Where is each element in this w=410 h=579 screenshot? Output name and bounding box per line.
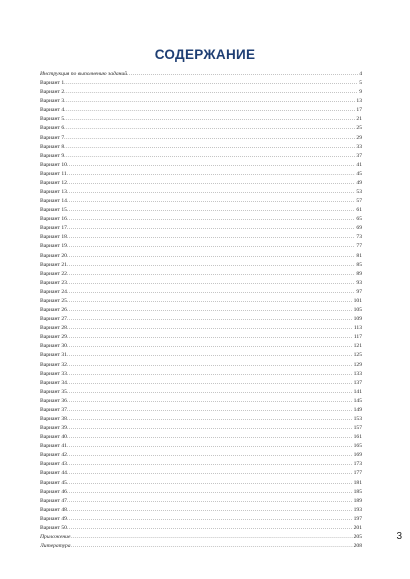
toc-entry[interactable] bbox=[40, 479, 362, 488]
toc-dot-leader bbox=[67, 415, 353, 424]
toc-entry-page: 133 bbox=[353, 370, 362, 377]
toc-dot-leader bbox=[67, 206, 355, 215]
toc-entry-page: 137 bbox=[353, 379, 362, 386]
toc-entry-label: Вариант 48 bbox=[40, 506, 67, 513]
toc-dot-leader bbox=[67, 388, 353, 397]
toc-entry-page: 145 bbox=[353, 397, 362, 404]
toc-entry-page: 177 bbox=[353, 470, 362, 477]
toc-entry[interactable] bbox=[40, 488, 362, 497]
toc-entry[interactable] bbox=[40, 152, 362, 161]
toc-entry-label: Вариант 26 bbox=[40, 307, 67, 314]
toc-dot-leader bbox=[67, 479, 353, 488]
toc-dot-leader bbox=[67, 406, 353, 415]
toc-dot-leader bbox=[70, 533, 352, 542]
toc-entry[interactable] bbox=[40, 315, 362, 324]
toc-entry-label: Вариант 45 bbox=[40, 479, 67, 486]
toc-entry-page: 13 bbox=[356, 98, 362, 105]
toc-dot-leader bbox=[67, 161, 355, 170]
toc-entry-label: Вариант 12 bbox=[40, 179, 67, 186]
toc-dot-leader bbox=[67, 460, 353, 469]
toc-entry[interactable] bbox=[40, 497, 362, 506]
toc-dot-leader bbox=[64, 124, 355, 133]
toc-entry-label: Вариант 3 bbox=[40, 98, 65, 105]
toc-entry[interactable] bbox=[40, 433, 362, 442]
toc-entry-label: Вариант 29 bbox=[40, 334, 67, 341]
toc-entry-page: 93 bbox=[356, 279, 362, 286]
toc-entry-page: 45 bbox=[356, 170, 362, 177]
toc-entry[interactable] bbox=[40, 279, 362, 288]
toc-dot-leader bbox=[67, 306, 353, 315]
toc-entry-page: 208 bbox=[353, 543, 362, 550]
toc-entry[interactable] bbox=[40, 533, 362, 542]
toc-entry-label: Вариант 15 bbox=[40, 207, 67, 214]
toc-entry-page: 173 bbox=[353, 461, 362, 468]
toc-entry-label: Вариант 42 bbox=[40, 452, 67, 459]
toc-entry-page: 113 bbox=[353, 325, 362, 332]
toc-entry[interactable] bbox=[40, 397, 362, 406]
toc-entry-page: 53 bbox=[356, 189, 362, 196]
toc-entry-page: 205 bbox=[353, 533, 362, 540]
toc-entry-label: Вариант 50 bbox=[40, 524, 67, 531]
toc-entry[interactable] bbox=[40, 361, 362, 370]
toc-entry-label: Вариант 47 bbox=[40, 497, 67, 504]
toc-dot-leader bbox=[67, 469, 353, 478]
toc-entry-label: Вариант 36 bbox=[40, 397, 67, 404]
toc-dot-leader bbox=[67, 179, 355, 188]
toc-entry-label: Вариант 11 bbox=[40, 170, 67, 177]
toc-dot-leader bbox=[67, 270, 355, 279]
toc-entry-label: Вариант 17 bbox=[40, 225, 67, 232]
toc-entry-label: Вариант 4 bbox=[40, 107, 65, 114]
toc-dot-leader bbox=[67, 497, 353, 506]
toc-entry[interactable] bbox=[40, 261, 362, 270]
toc-entry-label: Вариант 2 bbox=[40, 89, 65, 96]
toc-entry[interactable] bbox=[40, 351, 362, 360]
toc-entry-label: Вариант 20 bbox=[40, 252, 67, 259]
toc-entry-page: 9 bbox=[359, 89, 362, 96]
toc-dot-leader bbox=[67, 333, 353, 342]
toc-dot-leader bbox=[67, 224, 355, 233]
toc-entry-page: 65 bbox=[356, 216, 362, 223]
toc-dot-leader bbox=[67, 351, 353, 360]
toc-entry-page: 89 bbox=[356, 270, 362, 277]
toc-dot-leader bbox=[67, 233, 355, 242]
toc-entry-label: Вариант 25 bbox=[40, 297, 67, 304]
toc-entry-page: 101 bbox=[353, 297, 362, 304]
toc-entry-page: 61 bbox=[356, 207, 362, 214]
toc-entry-label: Вариант 28 bbox=[40, 325, 67, 332]
toc-dot-leader bbox=[67, 197, 355, 206]
toc-entry-page: 73 bbox=[356, 234, 362, 241]
toc-entry[interactable] bbox=[40, 324, 362, 333]
toc-entry-page: 153 bbox=[353, 415, 362, 422]
toc-dot-leader bbox=[67, 379, 353, 388]
toc-entry[interactable] bbox=[40, 388, 362, 397]
toc-dot-leader bbox=[67, 433, 353, 442]
toc-entry-page: 125 bbox=[353, 352, 362, 359]
table-of-contents bbox=[40, 70, 362, 551]
toc-entry[interactable] bbox=[40, 297, 362, 306]
toc-entry-label: Вариант 34 bbox=[40, 379, 67, 386]
toc-entry-label: Вариант 44 bbox=[40, 470, 67, 477]
toc-entry-page: 141 bbox=[353, 388, 362, 395]
toc-entry[interactable] bbox=[40, 106, 362, 115]
toc-entry-page: 149 bbox=[353, 406, 362, 413]
toc-entry-page: 33 bbox=[356, 143, 362, 150]
toc-dot-leader bbox=[67, 324, 353, 333]
toc-entry-label: Вариант 14 bbox=[40, 198, 67, 205]
toc-dot-leader bbox=[67, 188, 355, 197]
toc-entry[interactable] bbox=[40, 451, 362, 460]
toc-dot-leader bbox=[67, 515, 353, 524]
toc-entry-label: Вариант 39 bbox=[40, 425, 67, 432]
toc-entry-label: Вариант 22 bbox=[40, 270, 67, 277]
toc-entry-page: 21 bbox=[356, 116, 362, 123]
toc-dot-leader bbox=[67, 279, 355, 288]
toc-entry-label: Вариант 16 bbox=[40, 216, 67, 223]
toc-entry-label: Вариант 49 bbox=[40, 515, 67, 522]
toc-entry[interactable] bbox=[40, 406, 362, 415]
toc-entry-page: 37 bbox=[356, 152, 362, 159]
toc-entry-label: Вариант 23 bbox=[40, 279, 67, 286]
toc-entry[interactable] bbox=[40, 288, 362, 297]
toc-entry-page: 17 bbox=[356, 107, 362, 114]
toc-entry[interactable] bbox=[40, 333, 362, 342]
toc-entry-page: 169 bbox=[353, 452, 362, 459]
toc-dot-leader bbox=[67, 442, 353, 451]
toc-dot-leader bbox=[67, 288, 355, 297]
toc-entry[interactable] bbox=[40, 515, 362, 524]
toc-entry[interactable] bbox=[40, 143, 362, 152]
toc-entry-label: Вариант 8 bbox=[40, 143, 65, 150]
toc-entry-page: 161 bbox=[353, 434, 362, 441]
toc-dot-leader bbox=[67, 297, 353, 306]
toc-dot-leader bbox=[67, 252, 355, 261]
toc-entry-label: Вариант 35 bbox=[40, 388, 67, 395]
toc-entry-page: 121 bbox=[353, 343, 362, 350]
toc-entry-page: 41 bbox=[356, 161, 362, 168]
toc-entry[interactable] bbox=[40, 442, 362, 451]
toc-entry-label: Вариант 1 bbox=[40, 80, 65, 87]
toc-entry[interactable] bbox=[40, 342, 362, 351]
toc-entry-page: 189 bbox=[353, 497, 362, 504]
toc-entry-label: Вариант 19 bbox=[40, 243, 67, 250]
toc-dot-leader bbox=[64, 97, 355, 106]
toc-entry-page: 77 bbox=[356, 243, 362, 250]
toc-entry-page: 57 bbox=[356, 198, 362, 205]
toc-entry[interactable] bbox=[40, 206, 362, 215]
toc-entry[interactable] bbox=[40, 370, 362, 379]
toc-entry-label: Литература bbox=[40, 543, 71, 550]
toc-dot-leader bbox=[127, 70, 358, 79]
toc-entry-page: 201 bbox=[353, 524, 362, 531]
toc-entry-label: Вариант 5 bbox=[40, 116, 65, 123]
toc-entry[interactable] bbox=[40, 542, 362, 551]
toc-entry-label: Приложение bbox=[40, 533, 71, 540]
toc-entry-label: Вариант 10 bbox=[40, 161, 67, 168]
toc-entry-label: Вариант 18 bbox=[40, 234, 67, 241]
toc-entry[interactable] bbox=[40, 215, 362, 224]
toc-entry-page: 129 bbox=[353, 361, 362, 368]
toc-entry[interactable] bbox=[40, 115, 362, 124]
toc-dot-leader bbox=[64, 152, 355, 161]
toc-dot-leader bbox=[64, 134, 355, 143]
toc-entry-page: 97 bbox=[356, 288, 362, 295]
toc-entry-label: Вариант 27 bbox=[40, 316, 67, 323]
toc-entry-page: 81 bbox=[356, 252, 362, 259]
toc-dot-leader bbox=[67, 488, 353, 497]
toc-entry[interactable] bbox=[40, 179, 362, 188]
toc-dot-leader bbox=[67, 397, 353, 406]
toc-entry[interactable] bbox=[40, 242, 362, 251]
toc-entry[interactable] bbox=[40, 306, 362, 315]
toc-entry-label: Вариант 46 bbox=[40, 488, 67, 495]
toc-entry-page: 85 bbox=[356, 261, 362, 268]
toc-entry-label: Вариант 24 bbox=[40, 288, 67, 295]
toc-entry-label: Инструкция по выполнению заданий bbox=[40, 71, 128, 77]
toc-entry-label: Вариант 37 bbox=[40, 406, 67, 413]
toc-dot-leader bbox=[67, 342, 353, 351]
toc-entry[interactable] bbox=[40, 506, 362, 515]
toc-entry-label: Вариант 9 bbox=[40, 152, 65, 159]
page-title: СОДЕРЖАНИЕ bbox=[154, 47, 256, 62]
toc-dot-leader bbox=[67, 451, 353, 460]
toc-dot-leader bbox=[64, 115, 355, 124]
toc-dot-leader bbox=[67, 424, 353, 433]
toc-dot-leader bbox=[67, 524, 353, 533]
toc-entry-page: 197 bbox=[353, 515, 362, 522]
toc-dot-leader bbox=[71, 542, 353, 551]
toc-entry[interactable] bbox=[40, 70, 362, 79]
toc-dot-leader bbox=[64, 88, 358, 97]
toc-dot-leader bbox=[64, 106, 355, 115]
toc-entry-page: 181 bbox=[353, 479, 362, 486]
toc-entry[interactable] bbox=[40, 161, 362, 170]
toc-entry[interactable] bbox=[40, 233, 362, 242]
toc-entry[interactable] bbox=[40, 270, 362, 279]
toc-entry-page: 29 bbox=[356, 134, 362, 141]
toc-entry-page: 4 bbox=[359, 71, 362, 77]
toc-entry[interactable] bbox=[40, 415, 362, 424]
toc-entry[interactable] bbox=[40, 97, 362, 106]
toc-entry-label: Вариант 33 bbox=[40, 370, 67, 377]
toc-dot-leader bbox=[67, 315, 353, 324]
toc-entry-page: 157 bbox=[353, 425, 362, 432]
toc-entry[interactable] bbox=[40, 469, 362, 478]
toc-entry[interactable] bbox=[40, 88, 362, 97]
toc-entry-label: Вариант 38 bbox=[40, 415, 67, 422]
toc-entry[interactable] bbox=[40, 252, 362, 261]
toc-entry-label: Вариант 31 bbox=[40, 352, 67, 359]
toc-entry-label: Вариант 41 bbox=[40, 443, 67, 450]
toc-entry[interactable] bbox=[40, 424, 362, 433]
toc-dot-leader bbox=[67, 370, 353, 379]
toc-entry[interactable] bbox=[40, 170, 362, 179]
toc-dot-leader bbox=[67, 215, 355, 224]
toc-dot-leader bbox=[67, 361, 353, 370]
page-number: 3 bbox=[396, 531, 402, 542]
toc-entry[interactable] bbox=[40, 79, 362, 88]
toc-entry[interactable] bbox=[40, 188, 362, 197]
toc-entry-page: 105 bbox=[353, 307, 362, 314]
toc-entry-label: Вариант 21 bbox=[40, 261, 67, 268]
toc-dot-leader bbox=[67, 170, 356, 179]
toc-entry-label: Вариант 7 bbox=[40, 134, 65, 141]
toc-entry-label: Вариант 6 bbox=[40, 125, 65, 132]
toc-dot-leader bbox=[67, 261, 355, 270]
toc-dot-leader bbox=[64, 79, 358, 88]
toc-entry[interactable] bbox=[40, 197, 362, 206]
toc-entry-page: 193 bbox=[353, 506, 362, 513]
toc-entry[interactable] bbox=[40, 379, 362, 388]
toc-entry-page: 49 bbox=[356, 179, 362, 186]
toc-entry-page: 109 bbox=[353, 316, 362, 323]
toc-entry-page: 117 bbox=[353, 334, 362, 341]
toc-entry-label: Вариант 30 bbox=[40, 343, 67, 350]
toc-entry-label: Вариант 13 bbox=[40, 189, 67, 196]
toc-entry-page: 185 bbox=[353, 488, 362, 495]
toc-entry[interactable] bbox=[40, 460, 362, 469]
toc-entry-label: Вариант 43 bbox=[40, 461, 67, 468]
toc-entry[interactable] bbox=[40, 524, 362, 533]
toc-entry-page: 5 bbox=[359, 80, 362, 87]
toc-entry[interactable] bbox=[40, 134, 362, 143]
toc-entry-page: 165 bbox=[353, 443, 362, 450]
toc-entry-page: 25 bbox=[356, 125, 362, 132]
toc-entry-page: 69 bbox=[356, 225, 362, 232]
toc-entry-label: Вариант 40 bbox=[40, 434, 67, 441]
toc-entry[interactable] bbox=[40, 224, 362, 233]
toc-entry[interactable] bbox=[40, 124, 362, 133]
toc-dot-leader bbox=[64, 143, 355, 152]
toc-dot-leader bbox=[67, 506, 353, 515]
toc-entry-label: Вариант 32 bbox=[40, 361, 67, 368]
toc-dot-leader bbox=[67, 242, 355, 251]
